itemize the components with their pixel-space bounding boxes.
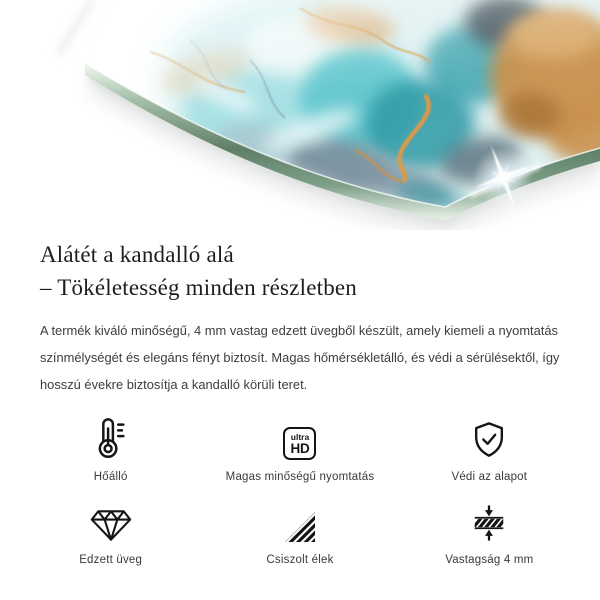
feature-print-quality <box>205 414 394 483</box>
feature-tempered-glass <box>16 497 205 566</box>
thermometer-icon <box>95 414 126 460</box>
thickness-icon <box>470 497 508 543</box>
ultra-hd-badge-bottom: HD <box>290 440 310 456</box>
ultra-hd-icon <box>283 414 316 460</box>
feature-polished-edges <box>205 497 394 566</box>
ultra-hd-badge-top: ultra <box>290 431 310 442</box>
product-description: A termék kiváló minőségű, 4 mm vastag edzett üvegből készült, amely kiemeli a nyomtatás színmélységét és elegáns fényt biztosít. Magas hőmérsékletálló, és védi a sérülésektől, így hosszú évekre biztosítja a kandalló körüli teret. <box>40 323 560 392</box>
feature-label: Védi az alapot <box>451 471 528 483</box>
feature-label: Hőálló <box>93 471 128 483</box>
feature-label: Edzett üveg <box>79 554 143 566</box>
glass-panel-illustration <box>0 0 600 230</box>
polished-edges-icon <box>284 497 316 543</box>
feature-base-protection <box>395 414 584 483</box>
shield-check-icon <box>470 414 508 460</box>
feature-label: Vastagság 4 mm <box>445 554 534 566</box>
diamond-icon <box>90 497 132 543</box>
page-title-line-2: – Tökéletesség minden részletben <box>40 275 358 300</box>
feature-thickness <box>395 497 584 566</box>
product-image <box>0 0 600 230</box>
page-title-line-1: Alátét a kandalló alá <box>40 242 234 267</box>
feature-label: Csiszolt élek <box>266 554 334 566</box>
feature-label: Magas minőségű nyomtatás <box>225 471 375 483</box>
feature-heat-resistant <box>16 414 205 483</box>
page-title <box>40 238 560 304</box>
feature-grid <box>16 414 584 566</box>
